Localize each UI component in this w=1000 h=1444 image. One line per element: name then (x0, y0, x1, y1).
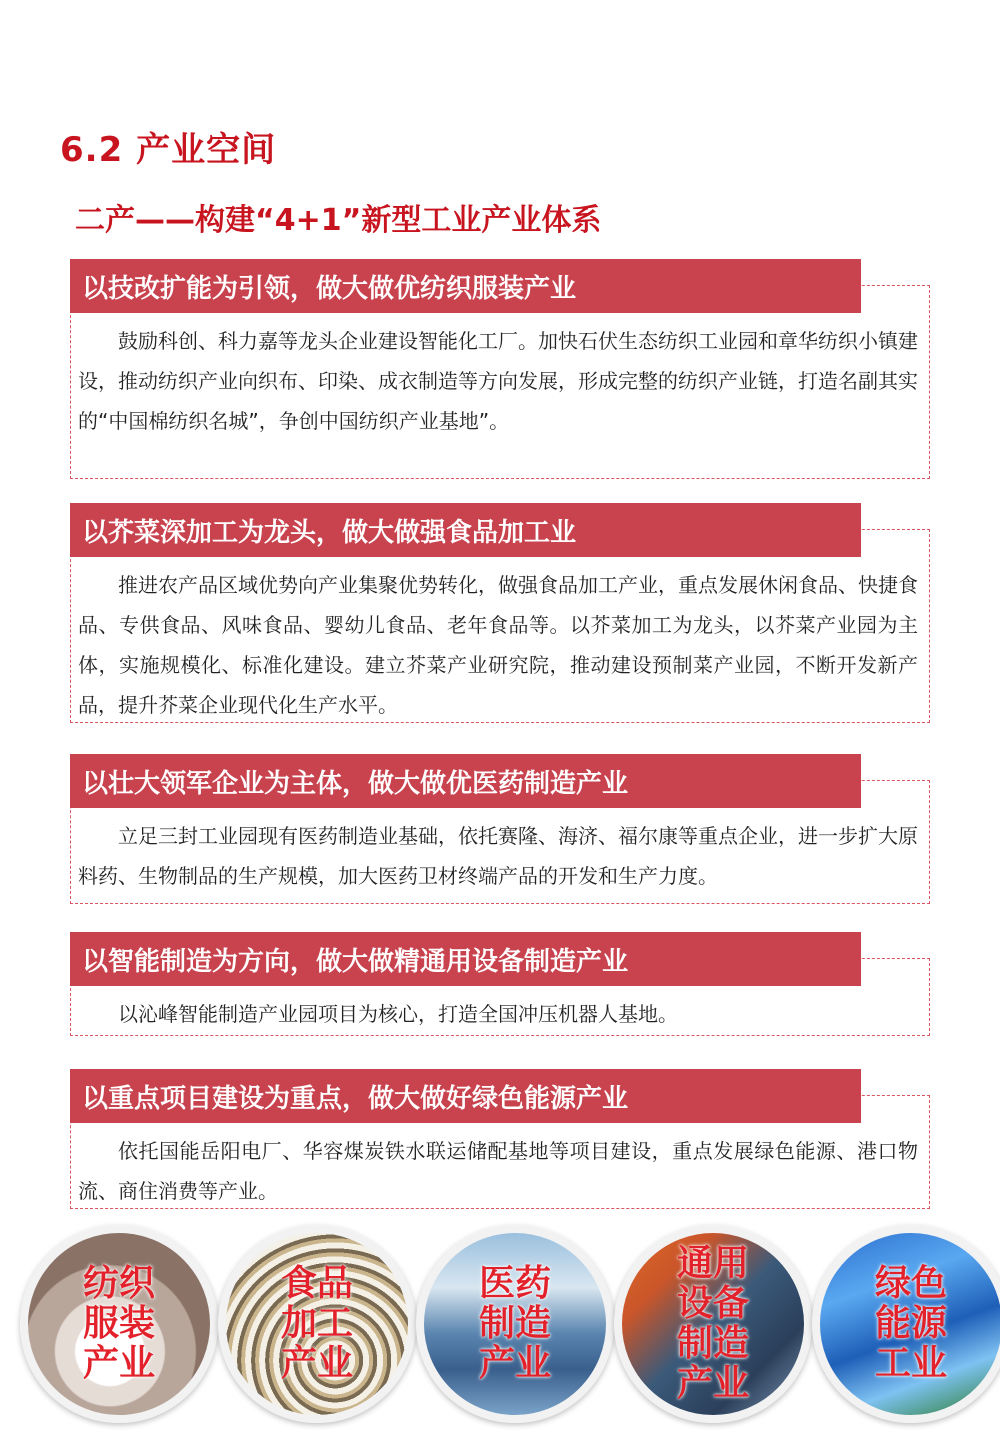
textile-image (20, 1225, 218, 1423)
pharma-image (416, 1225, 614, 1423)
section-body: 依托国能岳阳电厂、华容煤炭铁水联运储配基地等项目建设，重点发展绿色能源、港口物流、商住消费等产业。 (78, 1139, 918, 1203)
section-body: 鼓励科创、科力嘉等龙头企业建设智能化工厂。加快石伏生态纺织工业园和章华纺织小镇建设，推动纺织产业向织布、印染、成衣制造等方向发展，形成完整的纺织产业链，打造名副其实的“中国棉纺织名城”，争创中国纺织产业基地”。 (78, 329, 918, 433)
section-heading: 以壮大领军企业为主体，做大做优医药制造产业 (70, 754, 861, 808)
energy-image (812, 1225, 1000, 1423)
industry-label: 医药制造产业 (478, 1263, 551, 1384)
section-heading: 以智能制造为方向，做大做精通用设备制造产业 (70, 932, 861, 986)
industry-label: 绿色能源工业 (874, 1263, 947, 1384)
industry-label: 纺织服装产业 (82, 1263, 155, 1384)
page-title: 6.2 产业空间 (60, 130, 277, 170)
industry-label: 通用设备制造产业 (676, 1243, 749, 1404)
section-textile (70, 259, 930, 479)
section-heading: 以芥菜深加工为龙头，做大做强食品加工业 (70, 503, 861, 557)
section-equipment (70, 932, 930, 1036)
food-image (218, 1225, 416, 1423)
section-pharma (70, 754, 930, 904)
section-body: 立足三封工业园现有医药制造业基础，依托赛隆、海济、福尔康等重点企业，进一步扩大原料药、生物制品的生产规模，加大医药卫材终端产品的开发和生产力度。 (78, 824, 918, 888)
section-heading: 以技改扩能为引领，做大做优纺织服装产业 (70, 259, 861, 313)
page-subtitle: 二产——构建“4+1”新型工业产业体系 (75, 203, 602, 238)
section-heading: 以重点项目建设为重点，做大做好绿色能源产业 (70, 1069, 861, 1123)
section-body: 以沁峰智能制造产业园项目为核心，打造全国冲压机器人基地。 (118, 1002, 678, 1026)
industry-label: 食品加工产业 (280, 1263, 353, 1384)
industry-images (0, 1225, 1000, 1425)
section-body: 推进农产品区域优势向产业集聚优势转化，做强食品加工产业，重点发展休闲食品、快捷食品、专供食品、风味食品、婴幼儿食品、老年食品等。以芥菜加工为龙头，以芥菜产业园为主体，实施规模化、标准化建设。建立芥菜产业研究院，推动建设预制菜产业园，不断开发新产品，提升芥菜企业现代化生产水平。 (78, 573, 918, 717)
equipment-image (614, 1225, 812, 1423)
section-energy (70, 1069, 930, 1209)
section-food (70, 503, 930, 723)
